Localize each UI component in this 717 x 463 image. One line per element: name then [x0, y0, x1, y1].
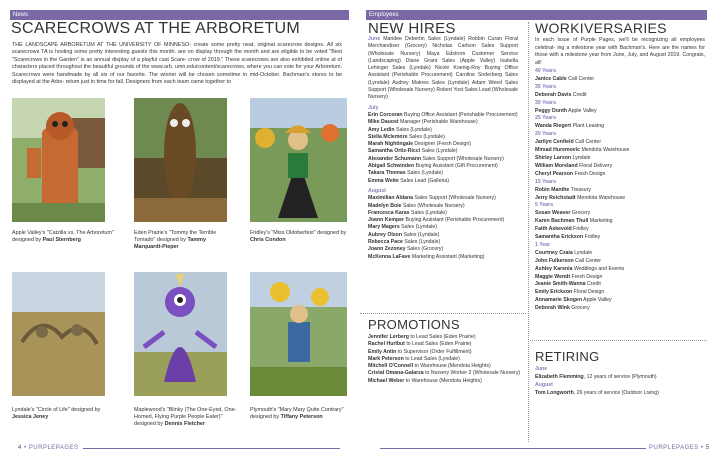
- month-label: June: [368, 36, 381, 42]
- person-row: [535, 281, 705, 289]
- person-detail: Mendota Warehouse: [581, 147, 630, 154]
- person-detail: Sales (Grocery): [406, 246, 444, 253]
- person-name: John Fulkerson: [535, 257, 574, 264]
- person-detail: Plant Leasing: [572, 123, 605, 130]
- person-detail: Designer (Fresh Design): [414, 141, 471, 148]
- person-detail: Weddings and Events: [573, 265, 625, 272]
- employees-tab: Employees: [366, 10, 707, 20]
- person-row: [535, 92, 705, 100]
- person-detail: to Lead Sales (Lyndale): [405, 355, 460, 362]
- person-name: Deborah Wink: [535, 305, 570, 312]
- person-row: [535, 147, 705, 155]
- milestones-list: [535, 68, 705, 313]
- person-name: Aubrey Olson: [368, 231, 403, 238]
- person-row: [368, 112, 518, 119]
- news-tab: News: [10, 10, 349, 20]
- person-row: [535, 187, 705, 195]
- caption-maplewood: Maplewood's "Blinky (The One-Eyed, One-Horned, Flying Purple People Eater)" designed by Dennis Fletcher: [134, 407, 237, 428]
- person-detail: Sales Support (Wholesale Nursery): [422, 155, 504, 162]
- person-name: Emma Weite: [368, 177, 399, 184]
- person-name: Samantha Ortiz-Ricci: [368, 148, 421, 155]
- person-row: [368, 224, 518, 231]
- person-row: [368, 203, 518, 210]
- person-row: [368, 148, 518, 155]
- person-detail: Fresh Design: [571, 273, 603, 280]
- person-detail: Apple Valley: [583, 297, 612, 304]
- milestone-label: 20 Years: [535, 131, 556, 138]
- person-name: Courtney Czaia: [535, 249, 573, 256]
- person-row: [368, 254, 518, 261]
- caption-eden-prairie: Eden Prairie's "Tommy the Terrible Tornado" designed by Tammy Marquardt-Pieper: [134, 230, 217, 251]
- person-name: Emily Antin: [368, 348, 397, 355]
- person-name: Tom Longworth: [535, 389, 574, 396]
- scarecrow-photo-lyndale: [12, 272, 105, 396]
- divider: [530, 340, 707, 341]
- person-detail: Sales (Lyndale): [404, 239, 441, 246]
- milestone-label: 1 Year: [535, 241, 551, 248]
- person-name: Marah Nightingale: [368, 141, 413, 148]
- person-detail: Manager (Perishable Warehouse): [400, 119, 478, 126]
- person-row: [535, 210, 705, 218]
- person-name: Karen Bachman Thull: [535, 218, 589, 225]
- person-row: [535, 258, 705, 266]
- milestone-label: 25 Years: [535, 115, 556, 122]
- milestone-label: 40 Years: [535, 68, 556, 74]
- person-detail: Fridley: [573, 226, 589, 233]
- person-detail: Sales (Lyndale): [401, 224, 438, 231]
- person-row: [368, 170, 518, 177]
- milestone-label: 15 Years: [535, 178, 556, 185]
- page-number: 4: [18, 445, 22, 451]
- person-name: Wanda Riegert: [535, 123, 572, 130]
- person-name: Deborah Davis: [535, 91, 572, 98]
- person-detail: to Lead Sales (Eden Prairie): [410, 334, 476, 340]
- scarecrow-photo-apple-valley: [12, 98, 105, 222]
- person-name: Jarilyn Cenfield: [535, 139, 574, 146]
- person-row: [535, 163, 705, 171]
- person-name: Janice Cable: [535, 75, 567, 82]
- person-detail: Mendota Warehouse: [577, 194, 626, 201]
- person-detail: Call Center: [568, 75, 595, 82]
- person-name: Maggie Wendt: [535, 273, 571, 280]
- person-name: Peggy Donth: [535, 107, 567, 114]
- person-row: [535, 139, 705, 147]
- person-row: [368, 141, 518, 148]
- person-detail: to Warehouse (Mendota Heights): [414, 363, 491, 370]
- person-row: [368, 246, 518, 253]
- person-name: William Moreland: [535, 162, 578, 169]
- retiree-row: [535, 390, 705, 398]
- intro-text: THE LANDSCAPE ARBORETUM AT THE UNIVERSITY OF MINNESO- create some pretty neat, original scarecrow designs. All six scarecrows TA is hosting some pretty interesting guests this month. are on display through the month and are eligible to be voted "Best "Scarecrows in the Garden" is an annual display of a playful cast Scare- crow of 2019." These scarecrows are also exhibited online at of characters placed throughout the beautiful grounds of the www.arb. umn.edu/content/scarecrows, where you can vote for your Arboretum. Scarecrows were handmade by all six of our favorite. The winner will be chosen sometime in mid-October. Bachman's stores to be displayed at the Arbo- retum just in time for fall. Designers from each team came together to: [12, 42, 342, 86]
- person-name: Robin Manthe: [535, 186, 570, 193]
- retiring-list: [535, 366, 705, 398]
- brand: PURPLEPAGES: [649, 445, 699, 451]
- month-label: July: [368, 104, 379, 111]
- person-row: [535, 234, 705, 242]
- month-label: August: [368, 187, 386, 194]
- person-name: Emily Erickson: [535, 289, 573, 296]
- person-row: [535, 305, 705, 313]
- person-row: [535, 76, 705, 84]
- person-row: [368, 363, 518, 370]
- person-detail: Sales (Lyndale): [407, 170, 443, 177]
- person-row: [535, 123, 705, 131]
- person-row: [368, 239, 518, 246]
- month-label: June: [535, 366, 548, 372]
- person-row: [368, 378, 518, 385]
- person-detail: Floral Design: [573, 289, 605, 296]
- person-row: [368, 127, 518, 134]
- person-detail: , 12 years of service (Plymouth): [583, 373, 657, 380]
- person-name: Joann Kemper: [368, 217, 405, 224]
- person-detail: Sales (Lyndale): [421, 148, 458, 155]
- person-name: Madelyn Boie: [368, 202, 402, 209]
- retiree-row: [535, 374, 705, 382]
- person-row: [535, 297, 705, 305]
- june-text: Maridee Debertin Sales (Lyndale) Robbin Curan Floral Merchandiser (Grocery) Nicholas Carlson Sales Support (Wholesale Nursery) Maya Edstrom Customer Service (Landscaping) Diane Grant Sales (Apple Valley) Isabella Lehinger Sales (Lyndale) Nicole Koenig-Roy Buying Office Assistant (Perishable Procurement) Caroline Soderberg Sales (Lyndale) Audrey Makres Sales (Lyndale) Adam Weed Sales Support (Wholesale Nursery) Robert Yost Sales Lead (Wholesale Nursery): [368, 36, 518, 101]
- person-detail: Grocery: [571, 210, 591, 217]
- person-detail: Sales Lead (Galleria): [400, 177, 449, 184]
- person-name: Faith Askevold: [535, 226, 572, 233]
- person-detail: , 26 years of service (Outdoor Living): [573, 389, 659, 396]
- person-detail: Credit: [572, 91, 587, 98]
- person-row: [535, 155, 705, 163]
- milestone-label: 5 Years: [535, 202, 554, 209]
- person-name: Francesca Karas: [368, 209, 410, 216]
- person-detail: Sales Support (Wholesale Nursery): [414, 195, 496, 202]
- person-detail: Grocery: [571, 305, 590, 312]
- person-row: [368, 217, 518, 224]
- person-row: [535, 171, 705, 179]
- person-name: Susan Weaver: [535, 210, 571, 217]
- person-detail: Buying Assistant (Gift Procurement): [415, 163, 498, 170]
- person-detail: Sales (Lyndale): [403, 231, 440, 238]
- divider: [360, 313, 526, 314]
- scarecrow-photo-fridley: [250, 98, 347, 222]
- person-detail: Call Center: [575, 139, 602, 146]
- person-row: [368, 356, 518, 363]
- person-row: [368, 119, 518, 126]
- promotions-list: [368, 334, 521, 385]
- person-name: Cheryl Pearson: [535, 170, 574, 177]
- person-name: Amy Ledin: [368, 126, 395, 133]
- person-row: [368, 210, 518, 217]
- person-name: Mirsad Huremovic: [535, 147, 580, 154]
- person-name: Alexander Schumann: [368, 155, 422, 162]
- person-row: [535, 218, 705, 226]
- person-detail: Sales (Lyndale): [408, 133, 445, 140]
- footer-left: 4 • PURPLEPAGES: [18, 445, 83, 451]
- person-name: Shirley Larson: [535, 154, 572, 161]
- person-detail: to Supervisor (Order Fulfillment): [397, 348, 472, 355]
- person-detail: Buying Office Assistant (Perishable Procurement): [404, 111, 518, 118]
- person-name: Rebecca Pace: [368, 239, 403, 246]
- caption-lyndale: Lyndale's "Circle of Life" designed by Jessica Jeney: [12, 407, 101, 421]
- person-name: Ashley Karsnia: [535, 265, 573, 272]
- person-name: Rachel Hurlbut: [368, 341, 405, 348]
- column-divider: [528, 22, 529, 442]
- person-row: [368, 370, 521, 377]
- person-name: Mike Dauost: [368, 119, 399, 126]
- milestone-label: 35 Years: [535, 83, 556, 90]
- person-detail: Marketing: [589, 218, 613, 225]
- person-name: Annamarie Skogen: [535, 297, 582, 304]
- person-row: [535, 195, 705, 203]
- person-row: [368, 341, 518, 348]
- person-name: Mitchell O'Connell: [368, 363, 414, 370]
- person-row: [368, 163, 518, 170]
- person-detail: Treasury: [570, 186, 591, 193]
- person-name: Erin Corcoran: [368, 111, 403, 118]
- person-detail: Floral Delivery: [579, 162, 613, 169]
- retiring-title: RETIRING: [535, 349, 600, 364]
- person-row: [368, 134, 518, 141]
- page-number: 5: [705, 445, 710, 451]
- july-list: [368, 112, 518, 185]
- person-name: Cristal Omana-Galarza: [368, 370, 424, 377]
- workiversaries-title: WORKIVERSARIES: [535, 20, 667, 36]
- person-name: Takara Thomas: [368, 170, 406, 177]
- new-hires-title: NEW HIRES: [368, 20, 456, 37]
- person-detail: Fridley: [584, 234, 601, 241]
- person-name: Jerry Reichstadt: [535, 194, 576, 201]
- person-row: [535, 108, 705, 116]
- person-detail: Lyndale: [572, 154, 591, 161]
- person-row: [535, 266, 705, 274]
- scarecrow-photo-eden-prairie: [134, 98, 227, 222]
- person-row: [368, 349, 518, 356]
- person-row: [368, 156, 518, 163]
- person-row: [535, 226, 705, 234]
- caption-plymouth: Plymouth's "Mary Mary Quite Contrary" designed by Tiffany Peterson: [250, 407, 344, 421]
- person-row: [368, 232, 518, 239]
- person-detail: Fresh Design: [574, 170, 606, 177]
- person-row: [535, 289, 705, 297]
- page-title: SCARECROWS AT THE ARBORETUM: [11, 20, 301, 37]
- person-row: [368, 334, 518, 341]
- person-name: Stella Mclemore: [368, 133, 408, 140]
- person-name: Maximilian Aldana: [368, 195, 414, 202]
- person-detail: Credit: [587, 281, 601, 288]
- new-hires-list: [368, 36, 518, 261]
- footer-rule-left: [40, 448, 340, 449]
- person-name: Abigail Schwinden: [368, 163, 415, 170]
- person-detail: to Warehouse (Mendota Heights): [405, 377, 482, 384]
- august-list: [368, 195, 518, 261]
- person-detail: Sales (Wholesale Nursery): [402, 202, 465, 209]
- person-name: Mary Magers: [368, 224, 400, 231]
- caption-apple-valley: Apple Valley's "Catzilla vs. The Arboretum" designed by Paul Sternberg: [12, 230, 114, 244]
- person-detail: Call Center: [575, 257, 602, 264]
- promotions-title: PROMOTIONS: [368, 317, 460, 332]
- footer-rule-right: [380, 448, 646, 449]
- person-name: Jeanie Smith-Wanna: [535, 281, 586, 288]
- person-detail: Sales (Lyndale): [410, 209, 447, 216]
- person-detail: Marketing Assistant (Marketing): [411, 253, 485, 260]
- person-name: Jennifer Lerberg: [368, 334, 409, 340]
- caption-fridley: Fridley's "Miss Oktoberfest" designed by Chris Condon: [250, 230, 347, 244]
- brand: PURPLEPAGES: [28, 445, 79, 451]
- person-name: Michael Weber: [368, 377, 405, 384]
- person-name: Joann Zezoney: [368, 246, 406, 253]
- person-name: Mark Peterson: [368, 355, 404, 362]
- footer-right: PURPLEPAGES • 5: [646, 445, 710, 451]
- scarecrow-photo-maplewood: [134, 272, 227, 396]
- person-row: [535, 274, 705, 282]
- person-detail: Apple Valley: [568, 107, 597, 114]
- person-name: McKenna LaFave: [368, 253, 411, 260]
- person-detail: Sales (Lyndale): [395, 126, 432, 133]
- milestone-label: 30 Years: [535, 99, 556, 106]
- person-detail: to Lead Sales (Eden Prairie): [406, 341, 472, 348]
- person-detail: to Nursery Worker 2 (Wholesale Nursery): [425, 370, 521, 377]
- person-detail: Lyndale: [574, 249, 593, 256]
- june-block: [368, 36, 518, 102]
- person-name: Elizabeth Flemming: [535, 373, 584, 380]
- person-row: [535, 250, 705, 258]
- person-detail: Buying Assistant (Perishable Procurement): [405, 217, 505, 224]
- workiversaries-intro: In each issue of Purple Pages, we'll be recognizing all employees celebrat- ing a milestone year with Bachman's. Here are the names for those with a milestone year from June, July, and August 2019. Congrats, all!: [535, 37, 705, 66]
- person-row: [368, 178, 518, 185]
- person-name: Samantha Erickson: [535, 234, 584, 241]
- person-row: [368, 195, 518, 202]
- scarecrow-photo-plymouth: [250, 272, 347, 396]
- month-label: August: [535, 381, 553, 388]
